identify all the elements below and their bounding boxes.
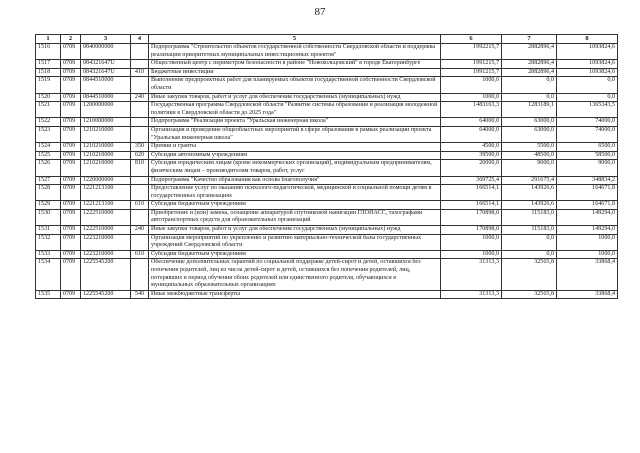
expense-type: [131, 118, 149, 127]
amount-year-3: 1000,0: [557, 234, 618, 250]
expense-type: 810: [131, 160, 149, 176]
target-code: 1220000000: [81, 176, 131, 185]
target-code: 1223210000: [81, 234, 131, 250]
amount-year-2: 2882896,4: [502, 44, 557, 60]
amount-year-1: 166514,1: [441, 185, 502, 201]
table-row: [36, 290, 618, 299]
expense-type: 620: [131, 151, 149, 160]
header-row: [36, 35, 618, 44]
table-row: [36, 226, 618, 235]
table-row: [36, 201, 618, 210]
table-row: [36, 126, 618, 142]
table-row: [36, 143, 618, 152]
target-code: 084321647U: [81, 60, 131, 69]
section-code: 0709: [61, 77, 81, 93]
row-number: 1522: [36, 118, 61, 127]
target-code: 1210210000: [81, 126, 131, 142]
section-code: 0709: [61, 226, 81, 235]
amount-year-3: 149294,0: [557, 226, 618, 235]
amount-year-2: 0,0: [502, 234, 557, 250]
table-row: [36, 68, 618, 77]
amount-year-2: 115183,0: [502, 209, 557, 225]
section-code: 0709: [61, 234, 81, 250]
amount-year-2: 0,0: [502, 250, 557, 259]
amount-year-1: 1000,0: [441, 234, 502, 250]
header-cell: 2: [61, 35, 81, 44]
expense-type: [131, 209, 149, 225]
section-code: 0709: [61, 290, 81, 299]
amount-year-3: 9000,0: [557, 160, 618, 176]
section-code: 0709: [61, 151, 81, 160]
amount-year-2: 5500,0: [502, 143, 557, 152]
row-number: 1532: [36, 234, 61, 250]
row-number: 1516: [36, 44, 61, 60]
section-code: 0709: [61, 102, 81, 118]
amount-year-1: 4500,0: [441, 143, 502, 152]
header-cell: 1: [36, 35, 61, 44]
amount-year-2: 0,0: [502, 77, 557, 93]
table-row: [36, 77, 618, 93]
row-number: 1530: [36, 209, 61, 225]
table-row: [36, 185, 618, 201]
amount-year-1: 166514,1: [441, 201, 502, 210]
section-code: 0709: [61, 160, 81, 176]
page-number: 87: [314, 6, 326, 18]
header-cell: 3: [81, 35, 131, 44]
amount-year-1: 31313,3: [441, 290, 502, 299]
item-name: Выполнение предпроектных работ для планируемых объектов государственной собственности Свердловской области: [149, 77, 441, 93]
amount-year-3: 1093824,6: [557, 44, 618, 60]
header-cell: 5: [149, 35, 441, 44]
item-name: Иные закупки товаров, работ и услуг для обеспечения государственных (муниципальных) нужд: [149, 226, 441, 235]
amount-year-1: 1483163,3: [441, 102, 502, 118]
item-name: Предоставление услуг по оказанию психолого-педагогической, медицинской и социальной помощи детям в государственных организациях: [149, 185, 441, 201]
amount-year-2: 0,0: [502, 93, 557, 102]
section-code: 0709: [61, 250, 81, 259]
amount-year-2: 143926,6: [502, 201, 557, 210]
item-name: Общественный центр с периметром безопасности в районе "Новокольцовский" в городе Екатеринбурге: [149, 60, 441, 69]
item-name: Субсидии автономным учреждениям: [149, 151, 441, 160]
row-number: 1535: [36, 290, 61, 299]
amount-year-3: 348834,2: [557, 176, 618, 185]
header-cell: 6: [441, 35, 502, 44]
table-row: [36, 102, 618, 118]
amount-year-1: 39500,0: [441, 151, 502, 160]
expense-type: 610: [131, 250, 149, 259]
target-code: 1210210000: [81, 143, 131, 152]
amount-year-3: 0,0: [557, 77, 618, 93]
amount-year-3: 164671,8: [557, 201, 618, 210]
item-name: Иные межбюджетные трансферты: [149, 290, 441, 299]
target-code: 1221213100: [81, 185, 131, 201]
header-cell: 7: [502, 35, 557, 44]
target-code: 1225545200: [81, 290, 131, 299]
target-code: 1223210000: [81, 250, 131, 259]
table-row: [36, 234, 618, 250]
row-number: 1523: [36, 126, 61, 142]
amount-year-3: 6500,0: [557, 143, 618, 152]
table-row: [36, 60, 618, 69]
expense-type: [131, 234, 149, 250]
row-number: 1520: [36, 93, 61, 102]
target-code: 0840000000: [81, 44, 131, 60]
row-number: 1531: [36, 226, 61, 235]
expense-type: 350: [131, 143, 149, 152]
row-number: 1524: [36, 143, 61, 152]
row-number: 1527: [36, 176, 61, 185]
header-cell: 4: [131, 35, 149, 44]
section-code: 0709: [61, 185, 81, 201]
item-name: Подпрограмма "Реализация проекта "Уральская инженерная школа": [149, 118, 441, 127]
target-code: 1222510000: [81, 209, 131, 225]
expense-type: [131, 259, 149, 290]
amount-year-1: 369725,4: [441, 176, 502, 185]
amount-year-3: 74000,0: [557, 126, 618, 142]
item-name: Государственная программа Свердловской области "Развитие системы образования и реализация молодежной политики в Свердловской области до 2025 года": [149, 102, 441, 118]
budget-table: [35, 34, 618, 299]
expense-type: 610: [131, 201, 149, 210]
row-number: 1517: [36, 60, 61, 69]
item-name: Подпрограмма "Строительство объектов государственной собственности Свердловской области и поддержка реализации приоритетных муниципальных инвестиционных проектов": [149, 44, 441, 60]
amount-year-1: 1000,0: [441, 77, 502, 93]
row-number: 1525: [36, 151, 61, 160]
item-name: Обеспечение дополнительных гарантий по социальной поддержке детей-сирот и детей, оставшихся без попечения родителей, лиц из числа детей-сирот и детей, оставшихся без попечения родителей, лиц, потерявших в период обучения обоих родителей или единственного родителя, обучающихся в муниципальных образовательных организациях: [149, 259, 441, 290]
amount-year-2: 115183,0: [502, 226, 557, 235]
table-row: [36, 176, 618, 185]
item-name: Субсидии бюджетным учреждениям: [149, 250, 441, 259]
table-row: [36, 118, 618, 127]
section-code: 0709: [61, 176, 81, 185]
amount-year-1: 1000,0: [441, 93, 502, 102]
amount-year-2: 291675,4: [502, 176, 557, 185]
table-row: [36, 209, 618, 225]
amount-year-1: 170898,0: [441, 209, 502, 225]
section-code: 0709: [61, 93, 81, 102]
section-code: 0709: [61, 68, 81, 77]
amount-year-2: 2882896,4: [502, 60, 557, 69]
amount-year-1: 1992215,7: [441, 44, 502, 60]
amount-year-3: 1093824,6: [557, 68, 618, 77]
target-code: 1200000000: [81, 102, 131, 118]
amount-year-1: 31313,3: [441, 259, 502, 290]
expense-type: [131, 77, 149, 93]
expense-type: [131, 44, 149, 60]
amount-year-2: 32565,8: [502, 290, 557, 299]
target-code: 1210000000: [81, 118, 131, 127]
amount-year-2: 63000,0: [502, 118, 557, 127]
row-number: 1529: [36, 201, 61, 210]
amount-year-3: 1365343,5: [557, 102, 618, 118]
row-number: 1521: [36, 102, 61, 118]
target-code: 1225545200: [81, 259, 131, 290]
amount-year-2: 48500,0: [502, 151, 557, 160]
target-code: 1222510000: [81, 226, 131, 235]
item-name: Организация мероприятий по укреплению и развитию материально-технической базы государственных учреждений Свердловской области: [149, 234, 441, 250]
item-name: Подпрограмма "Качество образования как основа благополучия": [149, 176, 441, 185]
item-name: Премии и гранты: [149, 143, 441, 152]
item-name: Субсидии бюджетным учреждениям: [149, 201, 441, 210]
amount-year-2: 63000,0: [502, 126, 557, 142]
row-number: 1518: [36, 68, 61, 77]
amount-year-1: 1991215,7: [441, 60, 502, 69]
target-code: 1210210000: [81, 160, 131, 176]
item-name: Организация и проведение общеобластных мероприятий в сфере образования в рамках реализации проекта "Уральская инженерная школа": [149, 126, 441, 142]
amount-year-1: 20000,0: [441, 160, 502, 176]
item-name: Субсидии юридическим лицам (кроме некоммерческих организаций), индивидуальным предпринимателям, физическим лицам – производителям товаров, работ, услуг: [149, 160, 441, 176]
table-row: [36, 250, 618, 259]
item-name: Приобретение и (или) замена, оснащение аппаратурой спутниковой навигации ГЛОНАСС, тахографами автотранспортных средств для образовательных организаций: [149, 209, 441, 225]
expense-type: 410: [131, 68, 149, 77]
section-code: 0709: [61, 126, 81, 142]
table-row: [36, 160, 618, 176]
expense-type: [131, 60, 149, 69]
row-number: 1528: [36, 185, 61, 201]
table-row: [36, 44, 618, 60]
section-code: 0709: [61, 44, 81, 60]
expense-type: 240: [131, 226, 149, 235]
amount-year-3: 149294,0: [557, 209, 618, 225]
expense-type: 540: [131, 290, 149, 299]
target-code: 1221213100: [81, 201, 131, 210]
amount-year-2: 2882896,4: [502, 68, 557, 77]
amount-year-2: 9000,0: [502, 160, 557, 176]
expense-type: [131, 176, 149, 185]
header-cell: 8: [557, 35, 618, 44]
amount-year-2: 1283189,1: [502, 102, 557, 118]
amount-year-1: 1991215,7: [441, 68, 502, 77]
amount-year-1: 64000,0: [441, 126, 502, 142]
amount-year-3: 33868,4: [557, 259, 618, 290]
section-code: 0709: [61, 201, 81, 210]
target-code: 0844510000: [81, 77, 131, 93]
expense-type: 240: [131, 93, 149, 102]
row-number: 1519: [36, 77, 61, 93]
section-code: 0709: [61, 259, 81, 290]
section-code: 0709: [61, 60, 81, 69]
amount-year-3: 1093824,6: [557, 60, 618, 69]
item-name: Бюджетные инвестиции: [149, 68, 441, 77]
amount-year-3: 74000,0: [557, 118, 618, 127]
target-code: 0844510000: [81, 93, 131, 102]
amount-year-2: 32565,8: [502, 259, 557, 290]
expense-type: [131, 126, 149, 142]
table-row: [36, 93, 618, 102]
section-code: 0709: [61, 209, 81, 225]
row-number: 1534: [36, 259, 61, 290]
item-name: Иные закупки товаров, работ и услуг для обеспечения государственных (муниципальных) нужд: [149, 93, 441, 102]
amount-year-3: 164671,8: [557, 185, 618, 201]
amount-year-3: 1000,0: [557, 250, 618, 259]
table-row: [36, 259, 618, 290]
section-code: 0709: [61, 118, 81, 127]
expense-type: [131, 185, 149, 201]
amount-year-3: 58500,0: [557, 151, 618, 160]
expense-type: [131, 102, 149, 118]
amount-year-2: 143926,6: [502, 185, 557, 201]
amount-year-1: 170898,0: [441, 226, 502, 235]
row-number: 1533: [36, 250, 61, 259]
row-number: 1526: [36, 160, 61, 176]
target-code: 084321647U: [81, 68, 131, 77]
amount-year-3: 0,0: [557, 93, 618, 102]
amount-year-1: 64000,0: [441, 118, 502, 127]
section-code: 0709: [61, 143, 81, 152]
amount-year-3: 33868,4: [557, 290, 618, 299]
table-row: [36, 151, 618, 160]
target-code: 1210210000: [81, 151, 131, 160]
amount-year-1: 1000,0: [441, 250, 502, 259]
